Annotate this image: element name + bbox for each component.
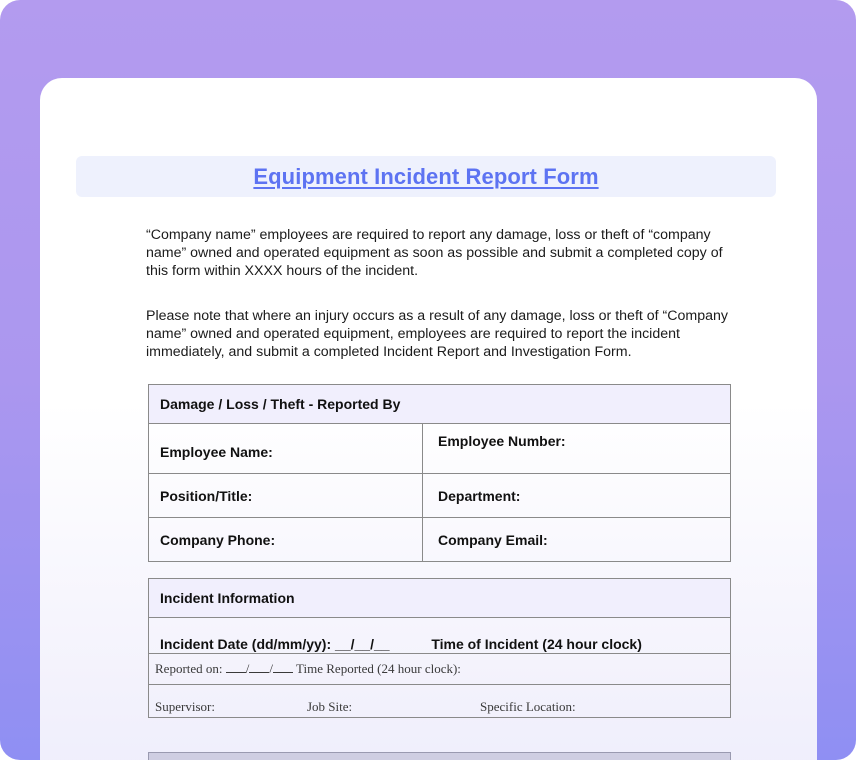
- incident-date-label: Incident Date (dd/mm/yy):: [160, 636, 332, 652]
- form-title: Equipment Incident Report Form: [253, 163, 599, 189]
- incident-information-table: [148, 578, 731, 718]
- incident-date-row[interactable]: [149, 618, 731, 654]
- reported-on-day-blank[interactable]: [226, 662, 246, 673]
- company-email-field[interactable]: Company Email:: [423, 518, 731, 562]
- intro-paragraph: “Company name” employees are required to report any damage, loss or theft of “company name” owned and operated equipment as soon as possible and submit a completed copy of this form within XXXX hours of the incident.: [146, 227, 723, 279]
- specific-location-label: Specific Location:: [480, 699, 576, 714]
- date-separator: /: [245, 661, 250, 676]
- section-header-label: Incident Information: [149, 579, 731, 618]
- table-row: [149, 618, 731, 654]
- table-row: [149, 518, 731, 562]
- time-reported-label: Time Reported (24 hour clock):: [296, 661, 461, 676]
- section-header-reported-by: [149, 385, 731, 424]
- reported-on-month-blank[interactable]: [249, 662, 269, 673]
- reported-on-year-blank[interactable]: [273, 662, 293, 673]
- supervisor-label: Supervisor:: [155, 699, 215, 714]
- department-field[interactable]: Department:: [423, 474, 731, 518]
- reported-on-row[interactable]: [149, 654, 731, 685]
- reported-on-label: Reported on:: [155, 661, 223, 676]
- injury-note-paragraph: Please note that where an injury occurs as a result of any damage, loss or theft of “Company name” owned and operated equipment, employees are required to report the incident immediately, and submit a completed Incident Report and Investigation Form.: [146, 308, 728, 360]
- time-of-incident-label: Time of Incident (24 hour clock): [431, 636, 642, 652]
- document-card: [40, 78, 817, 760]
- date-separator: /: [269, 661, 274, 676]
- job-site-label: Job Site:: [307, 699, 353, 714]
- title-banner: [76, 156, 776, 197]
- employee-name-field[interactable]: Employee Name:: [149, 424, 423, 474]
- table-row: [149, 424, 731, 474]
- section-header-incident-information: [149, 579, 731, 618]
- position-title-field[interactable]: Position/Title:: [149, 474, 423, 518]
- incident-date-value[interactable]: __/__/__: [335, 636, 390, 652]
- company-phone-field[interactable]: Company Phone:: [149, 518, 423, 562]
- table-row: [149, 685, 731, 718]
- employee-number-field[interactable]: Employee Number:: [423, 424, 731, 474]
- table-row: [149, 654, 731, 685]
- supervisor-row[interactable]: [149, 685, 731, 718]
- table-row: [149, 474, 731, 518]
- reported-by-table: [148, 384, 731, 562]
- next-section-header: [148, 752, 731, 760]
- section-header-label: Damage / Loss / Theft - Reported By: [149, 385, 731, 424]
